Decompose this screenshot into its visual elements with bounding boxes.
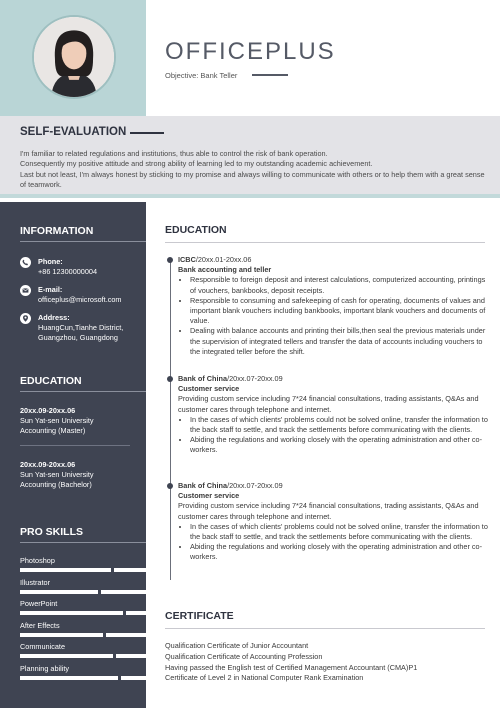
skill-item	[20, 642, 146, 651]
self-evaluation-rule	[130, 132, 164, 134]
certificate-rule	[165, 628, 485, 629]
entry-dates: /20xx.07-20xx.09	[227, 481, 283, 490]
skill-level-marker	[118, 676, 121, 680]
entry-dates: /20xx.01-20xx.06	[195, 255, 252, 264]
entry-bullets	[178, 522, 488, 563]
skill-level-marker	[123, 611, 126, 615]
objective-text: Objective: Bank Teller	[165, 71, 238, 80]
self-evaluation-line: Last but not least, I'm always honest by sticking to my promise and always willing to communicate with others or to help them with a great sense of teamwork.	[20, 169, 485, 190]
contact-label: E-mail:	[38, 285, 63, 294]
skill-name: Planning ability	[20, 663, 70, 673]
skill-level-bar	[20, 654, 146, 658]
timeline-line	[170, 258, 171, 580]
contact-value: HuangCun,Tianhe District, Guangzhou, Guangdong	[38, 323, 124, 342]
information-title: INFORMATION	[20, 225, 94, 237]
sidebar	[0, 202, 146, 708]
contact-value: +86 12300000004	[38, 267, 98, 276]
skill-level-marker	[98, 590, 101, 594]
self-evaluation-text	[20, 149, 488, 191]
entry-bullet: • In the cases of which clients' problems could not be solved online, transfer the information to the back staff to settle, and track the settlements before communicating with the clients.	[190, 415, 488, 435]
entry-bullets	[178, 275, 488, 357]
entry-role: Customer service	[178, 384, 240, 394]
experience-entry	[178, 481, 488, 563]
skill-level-marker	[103, 633, 106, 637]
skill-name: Photoshop	[20, 556, 55, 565]
skill-item	[20, 664, 146, 673]
skill-level-bar	[20, 633, 146, 637]
entry-summary: Providing custom service including 7*24 financial consultations, trading assistants, Q&As and customer cares through telephone and internet.	[178, 394, 479, 414]
sidebar-education-item	[20, 406, 140, 436]
contact-label: Phone:	[38, 257, 63, 266]
entry-bullet: • Dealing with balance accounts and printing their bills,then seal the previous materials under the supervision of integrated tellers and transfer the data of accounts including vouchers to the integrated teller before the shift.	[190, 326, 488, 357]
entry-bullet: • Abiding the regulations and working closely with the operating administration and other co-workers.	[190, 542, 488, 562]
entry-bullet: • In the cases of which clients' problems could not be solved online, transfer the information to the back staff to settle, and track the settlements before communicating with the clients.	[190, 522, 488, 542]
main-education-title: EDUCATION	[165, 224, 227, 236]
self-evaluation-section	[0, 116, 500, 198]
candidate-name: OFFICEPLUS	[165, 38, 336, 65]
skill-level-marker	[113, 654, 116, 658]
entry-org: Bank of China	[178, 481, 228, 490]
education-dates: 20xx.09-20xx.06	[20, 460, 76, 469]
skill-level-bar	[20, 611, 146, 615]
timeline-dot	[167, 376, 173, 382]
entry-role: Bank accounting and teller	[178, 265, 272, 275]
skill-item	[20, 556, 146, 565]
entry-role: Customer service	[178, 491, 240, 501]
timeline-dot	[167, 483, 173, 489]
contact-value: officeplus@microsoft.com	[38, 295, 122, 304]
sidebar-education-title: EDUCATION	[20, 375, 82, 387]
location-icon	[20, 313, 31, 324]
certificate-list	[165, 641, 485, 684]
self-evaluation-line: Consequently my positive attitude and strong ability of learning led to my outstanding academic achievement.	[20, 159, 373, 169]
entry-bullet: • Responsible to foreign deposit and interest calculations, computerized accounting, printings of vouchers, bankbooks, deposit receipts.	[190, 275, 488, 295]
entry-bullets	[178, 415, 488, 456]
skill-level-bar	[20, 676, 146, 680]
skill-item	[20, 599, 146, 608]
certificate-item: Having passed the English test of Certified Management Accountant (CMA)P1	[165, 662, 418, 672]
pro-skills-rule	[20, 542, 146, 543]
objective-underline	[252, 74, 288, 76]
pro-skills-title: PRO SKILLS	[20, 526, 84, 538]
experience-entry	[178, 374, 488, 456]
experience-entry	[178, 255, 488, 357]
entry-bullet: • Abiding the regulations and working closely with the operating administration and other co-workers.	[190, 435, 488, 455]
profile-photo	[32, 15, 116, 99]
education-degree: Accounting (Bachelor)	[20, 480, 92, 489]
phone-icon	[20, 257, 31, 268]
skill-name: PowerPoint	[20, 599, 58, 608]
certificate-item: Certificate of Level 2 in National Computer Rank Examination	[165, 673, 364, 683]
skill-level-bar	[20, 568, 146, 572]
certificate-item: Qualification Certificate of Junior Accountant	[165, 641, 309, 650]
self-evaluation-line: I'm familiar to related regulations and institutions, thus able to control the risk of bank operation.	[20, 149, 328, 158]
skill-name: Communicate	[20, 642, 66, 651]
entry-summary: Providing custom service including 7*24 financial consultations, trading assistants, Q&As and customer cares through telephone and internet.	[178, 501, 479, 521]
entry-org: ICBC	[178, 255, 196, 264]
avatar-icon	[34, 17, 114, 97]
education-dates: 20xx.09-20xx.06	[20, 406, 76, 415]
skill-item	[20, 578, 146, 587]
certificate-item: Qualification Certificate of Accounting Profession	[165, 651, 323, 661]
contact-label: Address:	[38, 313, 70, 322]
education-degree: Accounting (Master)	[20, 426, 86, 435]
education-divider	[20, 445, 130, 446]
skill-level-marker	[111, 568, 114, 572]
entry-bullet: • Responsible to consuming and safekeeping of cash for operating, documents of values and important blank vouchers including bankbooks, important blank vouchers and documents of value.	[190, 296, 488, 327]
skill-name: After Effects	[20, 620, 60, 630]
skill-item	[20, 621, 146, 630]
timeline-dot	[167, 257, 173, 263]
skill-name: Illustrator	[20, 577, 51, 587]
self-evaluation-title: SELF-EVALUATION	[20, 126, 127, 138]
education-school: Sun Yat-sen University	[20, 416, 94, 425]
entry-org: Bank of China	[178, 374, 228, 383]
skill-level-bar	[20, 590, 146, 594]
education-school: Sun Yat-sen University	[20, 470, 94, 479]
main-education-rule	[165, 242, 485, 243]
certificate-title: CERTIFICATE	[165, 610, 234, 622]
sidebar-education-item	[20, 460, 140, 490]
sidebar-education-rule	[20, 391, 146, 392]
entry-dates: /20xx.07-20xx.09	[227, 374, 283, 383]
information-rule	[20, 241, 146, 242]
email-icon	[20, 285, 31, 296]
